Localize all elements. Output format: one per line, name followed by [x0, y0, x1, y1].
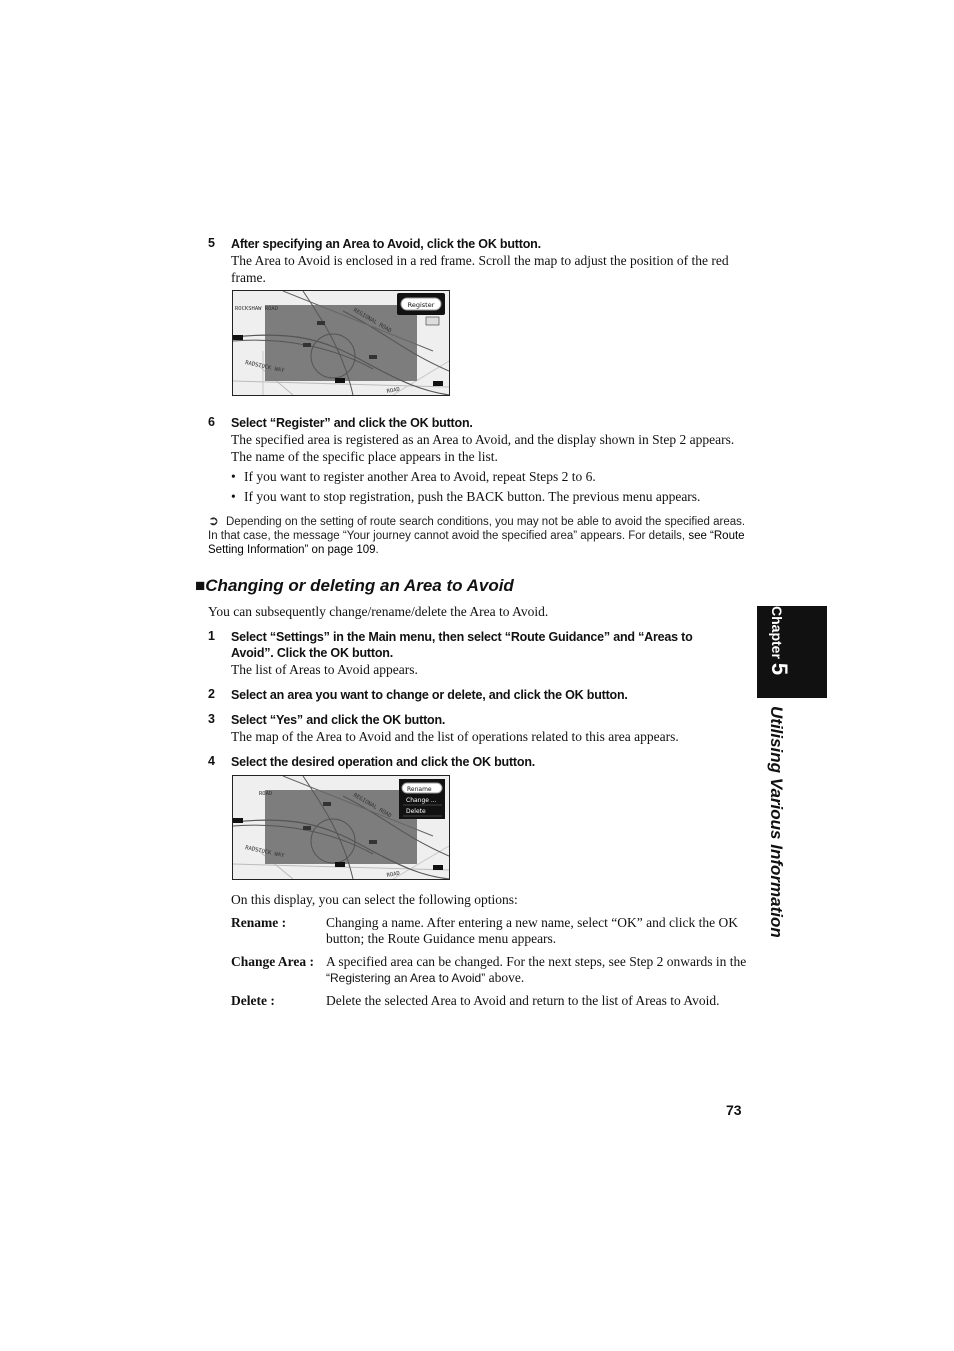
bullet-item: • If you want to stop registration, push the BACK button. The previous menu appears.	[231, 489, 701, 504]
street-label: RADSTOCK WAY	[244, 360, 285, 375]
option-description: Changing a name. After entering a new name, select “OK” and click the OK button; the Route Guidance menu appears.	[326, 915, 738, 946]
step-number: 6	[208, 415, 215, 429]
step-number: 3	[208, 712, 215, 726]
street-label: RADSTOCK WAY	[244, 845, 285, 860]
map-screenshot-register	[232, 290, 450, 396]
step-body: The list of Areas to Avoid appears.	[231, 662, 418, 677]
cross-reference-link[interactable]: “Registering an Area to Avoid”	[326, 971, 486, 985]
cross-reference-link[interactable]: see “Route Setting Information” on page 109	[208, 530, 745, 556]
register-button[interactable]: Register	[407, 301, 435, 309]
delete-option[interactable]: Delete	[406, 808, 426, 815]
note: ➲ Depending on the setting of route search conditions, you may not be able to avoid the specified areas. In that case, the message “Your journey cannot avoid the specified area” appears. For details, see “Route Setting Information” on page 109.	[208, 513, 746, 556]
options-intro: On this display, you can select the following options:	[231, 892, 518, 907]
chapter-title: Utilising Various Information	[767, 706, 786, 938]
option-term: Rename :	[231, 915, 287, 930]
street-label: REGIONAL ROAD	[352, 307, 393, 335]
page-number: 73	[726, 1102, 742, 1118]
street-label: ROAD	[386, 870, 401, 879]
change-area-option[interactable]: Change ...	[406, 797, 437, 804]
step-body: The map of the Area to Avoid and the list of operations related to this area appears.	[231, 729, 679, 744]
option-description: A specified area can be changed. For the next steps, see Step 2 onwards in the “Registering an Area to Avoid” above.	[326, 954, 747, 985]
step-heading: Select an area you want to change or delete, and click the OK button.	[231, 688, 628, 702]
section-title: ■Changing or deleting an Area to Avoid	[195, 576, 514, 595]
step-number: 4	[208, 754, 215, 768]
chapter-label: Chapter5	[767, 606, 792, 676]
street-label: ROAD	[259, 791, 273, 797]
section-marker-icon: ■	[195, 576, 206, 595]
bullet-item: • If you want to register another Area to Avoid, repeat Steps 2 to 6.	[231, 469, 596, 484]
option-term: Change Area :	[231, 954, 314, 969]
step-heading: After specifying an Area to Avoid, click the OK button.	[231, 237, 541, 251]
street-label: ROCKSHAW ROAD	[235, 306, 279, 312]
step-number: 2	[208, 687, 215, 701]
step-heading: Select “Settings” in the Main menu, then select “Route Guidance” and “Areas to Avoid”. Click the OK button.	[231, 630, 693, 660]
step-number: 1	[208, 629, 215, 643]
step-body: The specified area is registered as an Area to Avoid, and the display shown in Step 2 appears. The name of the specific place appears in the list.	[231, 432, 735, 464]
street-label: REGIONAL ROAD	[352, 792, 393, 820]
rename-option[interactable]: Rename	[407, 786, 432, 793]
option-term: Delete :	[231, 993, 275, 1008]
step-heading: Select “Register” and click the OK button.	[231, 416, 473, 430]
step-body: The Area to Avoid is enclosed in a red frame. Scroll the map to adjust the position of the red frame.	[231, 253, 729, 285]
step-heading: Select “Yes” and click the OK button.	[231, 713, 446, 727]
step-number: 5	[208, 236, 215, 250]
note-arrow-icon: ➲	[208, 513, 219, 528]
section-intro: You can subsequently change/rename/delete the Area to Avoid.	[208, 604, 549, 619]
map-screenshot-operations	[232, 775, 450, 880]
option-description: Delete the selected Area to Avoid and return to the list of Areas to Avoid.	[326, 993, 720, 1008]
step-heading: Select the desired operation and click the OK button.	[231, 755, 536, 769]
street-label: ROAD	[386, 386, 401, 395]
